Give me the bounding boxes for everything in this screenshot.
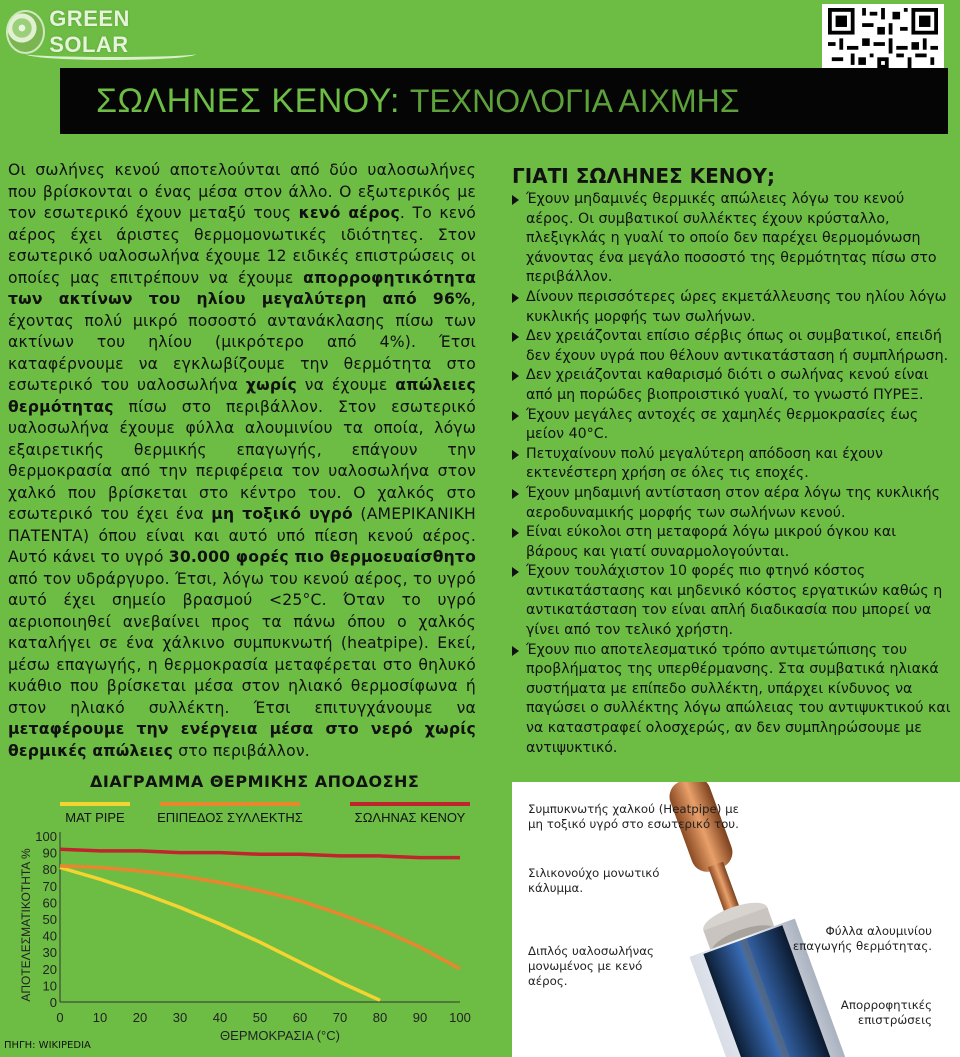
y-tick-label: 20 — [42, 961, 57, 977]
x-axis-label: ΘΕΡΜΟΚΡΑΣΙΑ (°C) — [220, 1028, 340, 1043]
text-emphasis: κενό αέρος — [298, 204, 400, 222]
bullet-triangle-icon — [512, 293, 519, 303]
intro-text — [8, 160, 476, 762]
legend-label: ΜΑΤ PIPE — [65, 810, 125, 825]
y-tick-label: 100 — [35, 829, 57, 844]
y-axis-label: ΑΠΟΤΕΛΕΣΜΑΤΙΚΟΤΗΤΑ % — [19, 848, 33, 1002]
x-tick-label: 80 — [372, 1010, 388, 1025]
list-item — [512, 445, 952, 484]
list-item-text: Έχουν πιο αποτελεσματικό τρόπο αντιμετώπισης του προβλήματος της υπερθέρμανσης. Στα συμβατικά ηλιακά συστήματα με επίπεδο συλλέκτη, υπάρχει κίνδυνος να παγώσει ο συλλέκτης λόγω απώλειας του αντιψυκτικού και να καταστραφεί ολοσχερώς, αν δεν συμπληρώσουμε με αντιψυκτικό. — [526, 641, 951, 756]
y-tick-label: 30 — [42, 945, 57, 961]
chart-plot — [0, 766, 490, 1057]
list-item-text: Δίνουν περισσότερες ώρες εκμετάλλευσης του ηλίου λόγω κυκλικής μορφής των σωλήνων. — [526, 288, 947, 325]
caption-heatpipe: Συμπυκνωτής χαλκού (Heatpipe) με μη τοξικό υγρό στο εσωτερικό του. — [528, 802, 740, 831]
list-item — [512, 562, 952, 640]
x-tick-label: 60 — [292, 1010, 308, 1025]
x-tick-label: 70 — [332, 1010, 348, 1025]
text-part: να έχουμε — [296, 376, 396, 394]
caption-double-glass: Διπλός υαλοσωλήνας μονωμένος με κενό αέρος. — [528, 944, 654, 988]
caption-silicone: Σιλικονούχο μονωτικό κάλυμμα. — [528, 866, 660, 895]
logo — [6, 4, 196, 60]
benefits-section — [512, 164, 952, 758]
logo-swoosh — [26, 48, 196, 60]
list-item — [512, 641, 952, 759]
bullet-triangle-icon — [512, 195, 519, 205]
x-tick-label: 100 — [449, 1010, 471, 1025]
list-item-text: Έχουν μηδαμινή αντίσταση στον αέρα λόγω της κυκλικής αεροδυναμικής μορφής των σωλήνων κενού. — [526, 484, 940, 521]
logo-text: GREEN SOLAR — [49, 6, 130, 57]
bullet-triangle-icon — [512, 450, 519, 460]
page-subtitle: ΤΕΧΝΟΛΟΓΙΑ ΑΙΧΜΗΣ — [409, 82, 740, 119]
list-item — [512, 484, 952, 523]
list-item — [512, 327, 952, 366]
legend-label: ΣΩΛΗΝΑΣ ΚΕΝΟΥ — [354, 810, 466, 825]
list-item — [512, 288, 952, 327]
bullet-triangle-icon — [512, 528, 519, 538]
text-part: . Το κενό αέρος έχει άριστες θερμομονωτικές ιδιότητες. Στον εσωτερικό υαλοσωλήνα έχουμε 12 ειδικές επιστρώσεις οι οποίες μας επιτρέπουν να έχουμε — [8, 204, 476, 287]
thermal-efficiency-chart — [0, 766, 490, 1057]
text-emphasis: χωρίς — [245, 376, 297, 394]
text-part: Οι σωλήνες κενού αποτελούνται από δύο υαλοσωλήνες που βρίσκονται ο ένας μέσα στον άλλο. Ο εξωτερικός με τον εσωτερικό έχουν μεταξύ τους — [8, 161, 476, 222]
list-item — [512, 406, 952, 445]
bullet-triangle-icon — [512, 646, 519, 656]
list-item-text: Έχουν τουλάχιστον 10 φορές πιο φτηνό κόστος αντικατάστασης και μηδενικό κόστος εργατικών καθώς η αντικατάσταση τον είναι απλή διαδικασία που μπορεί να γίνει από τον τελικό χρήστη. — [526, 563, 943, 639]
text-part: στο περιβάλλον. — [173, 741, 310, 760]
list-item-text: Δεν χρειάζονται καθαρισμό διότι ο σωλήνας κενού είναι από μη πορώδες βιοπροιστικό γυαλί, το γνωστό ΠΥΡΕΞ. — [526, 367, 929, 403]
y-tick-label: 90 — [42, 845, 57, 861]
list-item-text: Έχουν μηδαμινές θερμικές απώλειες λόγω του κενού αέρος. Οι συμβατικοί συλλέκτες έχουν κρύσταλλο, πλεξιγκλάς η γυαλί το οποίο δεν παρέχει θερμομόνωση χάνοντας ένα μεγάλο ποσοστό της θερμότητας πίσω στο περιβάλλον. — [526, 191, 937, 286]
benefits-list — [512, 190, 952, 758]
caption-coatings: Απορροφητικές επιστρώσεις — [840, 998, 932, 1027]
x-tick-label: 40 — [212, 1010, 228, 1025]
header — [0, 0, 960, 160]
text-emphasis: μεταφέρουμε την ενέργεια μέσα στο νερό χωρίς θερμικές απώλειες — [8, 720, 476, 760]
text-part: πίσω στο περιβάλλον. Στον εσωτερικό υαλοσωλήνα έχουμε φύλλα αλουμινίου τα οποία, λόγω εξαιρετικής θερμικής επαγωγής, επάγουν την θερμοκρασία από την περιφέρεια τον υαλοσωλήνα στον χαλκό που βρίσκεται στο κέντρο του. Ο χαλκός στο εσωτερικό του έχει ένα — [8, 397, 476, 523]
chart-title: ΔΙΑΓΡΑΜΜΑ ΘΕΡΜΙΚΗΣ ΑΠΟΔΟΣΗΣ — [90, 772, 420, 791]
text-part: από τον υδράργυρο. Έτσι, λόγω του κενού αέρος, το υγρό αυτό έχει σημείο βρασμού <25°C. Όταν το υγρό αεριοποιηθεί ανεβαίνει προς τα πάνω όπου ο χαλκός καταλήγει σε ένα χάλκινο συμπυκνωτή (heatpipe). Εκεί, μέσω επαγωγής, η θερμοκρασία μεταφέρεται στο θηλυκό κυάθιο που βρίσκεται μέσα στον ηλιακό θερμοσίφωνα ή στον ηλιακό συλλέκτη. Έτσι επιτυγχάνουμε να — [8, 569, 476, 717]
text-emphasis: μη τοξικό υγρό — [211, 505, 353, 523]
bullet-triangle-icon — [512, 371, 519, 381]
series-line — [60, 849, 460, 857]
list-item — [512, 523, 952, 562]
bullet-triangle-icon — [512, 411, 519, 421]
y-tick-label: 10 — [42, 978, 57, 994]
x-tick-label: 50 — [252, 1010, 268, 1025]
y-tick-label: 40 — [42, 928, 57, 944]
y-tick-label: 70 — [42, 878, 57, 894]
list-item-text: Πετυχαίνουν πολύ μεγαλύτερη απόδοση και έχουν εκτενέστερη χρήση σε όλες τις εποχές. — [526, 445, 883, 482]
x-tick-label: 10 — [92, 1010, 108, 1025]
series-line — [60, 866, 460, 969]
list-item-text: Δεν χρειάζονται επίσιο σέρβις όπως οι συμβατικοί, επειδή δεν έχουν υγρά που θέλουν αντικατάσταση ή συμπλήρωση. — [526, 328, 949, 364]
text-part: , έχοντας πολύ μικρό ποσοστό αντανάκλασης πίσω των ακτίνων του ηλίου (μικρότερο από 4%). Έτσι καταφέρνουμε να εγκλωβίζουμε την θερμότητα στο εσωτερικό του υαλοσωλήνα — [8, 290, 476, 394]
y-tick-label: 0 — [49, 995, 57, 1010]
x-tick-label: 30 — [172, 1010, 188, 1025]
list-item-text: Είναι εύκολοι στη μεταφορά λόγω μικρού όγκου και βάρους και γιατί συναρμολογούνται. — [526, 524, 896, 560]
title-bar — [60, 68, 948, 134]
y-tick-label: 80 — [42, 862, 57, 878]
y-tick-label: 50 — [42, 912, 57, 927]
bullet-triangle-icon — [512, 332, 519, 342]
list-item — [512, 366, 952, 405]
chart-source: ΠΗΓΗ: WIKIPEDIA — [4, 1040, 91, 1051]
x-tick-label: 20 — [132, 1010, 148, 1025]
series-line — [60, 868, 380, 1001]
bullet-triangle-icon — [512, 567, 519, 577]
benefits-heading: ΓΙΑΤΙ ΣΩΛΗΝΕΣ ΚΕΝΟΥ; — [512, 164, 775, 188]
list-item — [512, 190, 952, 288]
x-tick-label: 0 — [56, 1010, 64, 1025]
text-emphasis: απορροφητικότητα των ακτίνων του ηλίου μεγαλύτερη από 96% — [8, 268, 476, 308]
text-emphasis: απώλειες θερμότητας — [8, 376, 476, 416]
y-tick-label: 60 — [42, 895, 57, 911]
caption-aluminium: Φύλλα αλουμινίου επαγωγής θερμότητας. — [792, 924, 932, 953]
x-tick-label: 90 — [412, 1010, 428, 1025]
vacuum-tube-diagram — [512, 782, 960, 1057]
bullet-triangle-icon — [512, 489, 519, 499]
list-item-text: Έχουν μεγάλες αντοχές σε χαμηλές θερμοκρασίες έως μείον 40°C. — [526, 406, 919, 443]
page-title: ΣΩΛΗΝΕΣ ΚΕΝΟΥ: — [96, 81, 400, 120]
text-emphasis: 30.000 φορές πιο θερμοευαίσθητο — [168, 548, 476, 566]
text-part: (ΑΜΕΡΙΚΑΝΙΚΗ ΠΑΤΕΝΤΑ) όπου είναι και αυτό υπό πίεση κενού αέρος. Αυτό κάνει το υγρό — [8, 505, 476, 566]
legend-label: ΕΠΙΠΕΔΟΣ ΣΥΛΛΕΚΤΗΣ — [157, 810, 303, 825]
